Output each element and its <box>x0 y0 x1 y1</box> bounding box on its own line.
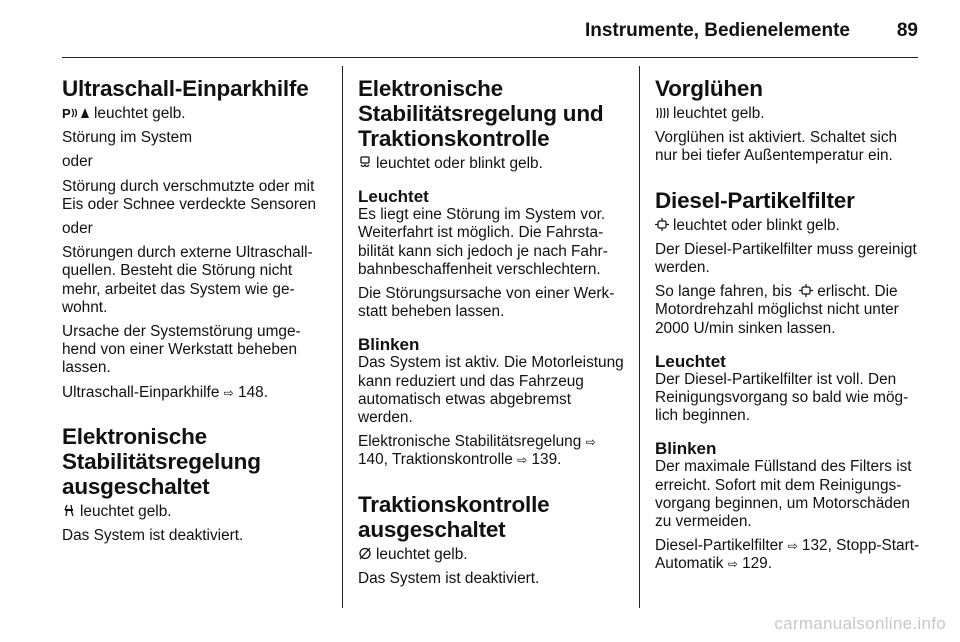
paragraph-text: So lange fahren, bis <box>655 283 792 301</box>
tc-off-icon-line <box>358 546 624 564</box>
cross-reference <box>62 384 328 402</box>
reference-arrow-icon: ⇨ <box>517 453 528 468</box>
paragraph: Ursache der Systemstörung umgehend von einer Werkstatt beheben lassen. <box>62 323 301 377</box>
reference-page[interactable]: 140, Traktionskontrolle <box>358 451 513 469</box>
heading-tc-off: Traktionskontrolle ausgeschaltet <box>358 491 550 542</box>
reference-label: Ultraschall-Einparkhilfe <box>62 383 220 401</box>
reference-page[interactable]: 129. <box>742 555 773 573</box>
esc-off-icon-line <box>62 503 328 521</box>
cross-reference <box>358 433 624 469</box>
heading-parking-assist: Ultraschall-Einparkhilfe <box>62 76 309 101</box>
column-3 <box>655 76 923 580</box>
reference-arrow-icon: ⇨ <box>727 557 738 572</box>
paragraph: Störung durch verschmutzte oder mit Eis oder Schnee verdeckte Sensoren <box>62 177 317 213</box>
column-2 <box>358 76 624 594</box>
paragraph: Das System ist deaktiviert. <box>358 569 540 587</box>
dpf-icon-line <box>655 217 923 235</box>
esc-icon-text: leuchtet oder blinkt gelb. <box>376 155 543 172</box>
reference-page[interactable]: 132, Stopp-Start-Automatik <box>655 537 920 573</box>
subheading-blink: Blinken <box>655 439 717 459</box>
paragraph: Es liegt eine Störung im System vor. Weiterfahrt ist möglich. Die Fahrstabilität kann sich jedoch je nach Fahrbahnbeschaffenheit verschlechtern. <box>358 206 608 278</box>
parking-assist-warning-icon <box>62 106 90 119</box>
page-header <box>62 18 918 48</box>
page-number: 89 <box>896 20 918 41</box>
esc-off-icon-text: leuchtet gelb. <box>80 502 172 520</box>
subheading-lit: Leuchtet <box>358 187 429 207</box>
paragraph: Der Diesel-Partikelfilter muss gereinigt werden. <box>655 240 917 277</box>
esc-icon-line <box>358 155 624 173</box>
column-1 <box>62 76 328 551</box>
paragraph: Der Diesel-Partikelfilter ist voll. Den Reinigungsvorgang so bald wie möglich beginnen. <box>655 370 909 425</box>
paragraph: oder <box>62 153 93 171</box>
reference-page[interactable]: 148. <box>238 383 268 401</box>
tc-off-icon-text: leuchtet gelb. <box>376 545 468 563</box>
paragraph-with-icon <box>655 283 923 338</box>
parking-icon-text: leuchtet gelb. <box>94 105 186 122</box>
diesel-particulate-filter-icon <box>655 218 669 231</box>
diesel-particulate-filter-icon <box>799 284 813 297</box>
subheading-lit: Leuchtet <box>655 351 726 371</box>
paragraph-text: erlischt. Die Motordrehzahl möglichst nicht unter 2000 U/min sinken lassen. <box>655 283 899 337</box>
column-divider-1 <box>342 66 343 608</box>
reference-label: Elektronische Stabilitätsregelung <box>358 433 582 451</box>
reference-arrow-icon: ⇨ <box>223 385 234 400</box>
reference-label: Diesel-Partikelfilter <box>655 537 784 555</box>
heading-esc-tc: Elektronische Stabilitätsregelung und Traktionskontrolle <box>358 76 604 151</box>
header-rule <box>62 57 918 58</box>
cross-reference <box>655 537 923 573</box>
esc-off-icon <box>62 504 76 517</box>
paragraph: Das System ist aktiv. Die Motorleistung kann reduziert und das Fahrzeug automatisch etwas abgebremst werden. <box>358 354 624 427</box>
glow-icon-line <box>655 105 923 123</box>
esc-tc-icon <box>358 156 372 169</box>
subheading-blink: Blinken <box>358 335 420 355</box>
svg-text:P: P <box>62 106 71 119</box>
header-title: Instrumente, Bedienelemente <box>584 20 850 41</box>
watermark: carmanualsonline.info <box>774 614 946 633</box>
reference-arrow-icon: ⇨ <box>585 435 596 450</box>
parking-icon-line <box>62 105 328 123</box>
reference-page[interactable]: 139. <box>531 451 562 469</box>
traction-control-off-icon <box>358 547 372 560</box>
column-divider-2 <box>639 66 640 608</box>
paragraph: Das System ist deaktiviert. <box>62 527 244 545</box>
paragraph: Störung im System <box>62 129 193 147</box>
dpf-icon-text: leuchtet oder blinkt gelb. <box>673 216 840 234</box>
preheating-glow-plug-icon <box>655 106 669 119</box>
paragraph: Die Störungsursache von einer Werkstatt beheben lassen. <box>358 285 615 321</box>
glow-icon-text: leuchtet gelb. <box>673 105 765 122</box>
paragraph: Störungen durch externe Ultraschallquellen. Besteht die Störung nicht mehr, arbeitet das System wie gewohnt. <box>62 244 313 316</box>
paragraph: Vorglühen ist aktiviert. Schaltet sich nur bei tiefer Außentemperatur ein. <box>655 129 898 165</box>
paragraph: Der maximale Füllstand des Filters ist erreicht. Sofort mit dem Reinigungsvorgang beginnen, um Motorschäden zu vermeiden. <box>655 458 912 531</box>
reference-arrow-icon: ⇨ <box>787 539 798 554</box>
heading-preheating: Vorglühen <box>655 76 763 101</box>
heading-esc-off: Elektronische Stabilitätsregelung ausgeschaltet <box>62 423 261 499</box>
paragraph: oder <box>62 220 93 238</box>
heading-dpf: Diesel-Partikelfilter <box>655 187 855 213</box>
